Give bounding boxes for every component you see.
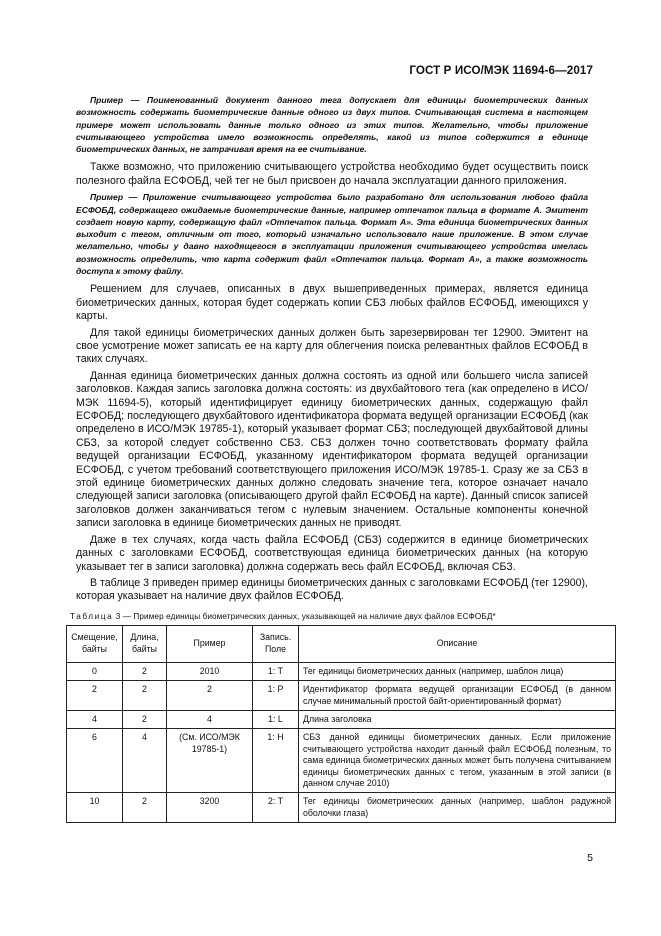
paragraph-1: Также возможно, что приложению считывающего устройства необходимо будет осуществить поиск полезного файла ЕСФОБД, чей тег не был присвоен до начала эксплуатации данного приложения. [76, 161, 588, 187]
page-number: 5 [587, 852, 593, 864]
cell-offset: 6 [67, 729, 123, 793]
cell-description: Идентификатор формата ведущей организации ЕСФОБД (в данном случае минимальный простой байт-ориентированный формат) [299, 681, 616, 711]
paragraph-5: Даже в тех случаях, когда часть файла ЕСФОБД (СБЗ) содержится в единице биометрических данных с заголовками ЕСФОБД, соответствующая единица биометрических данных (на которую указывает тег в записи заголовка) должна содержать весь файл ЕСФОБД, включая СБЗ. [76, 533, 588, 573]
cell-example: 4 [167, 710, 253, 728]
cell-description: Тег единицы биометрических данных (например, шаблон лица) [299, 662, 616, 680]
example-table [66, 625, 616, 823]
header-length: Длина, байты [123, 625, 167, 662]
cell-length: 4 [123, 729, 167, 793]
cell-offset: 4 [67, 710, 123, 728]
table-row [67, 710, 616, 728]
table-row [67, 662, 616, 680]
example-note-1: Пример — Поименованный документ данного тега допускает для единицы биометрических данных возможность содержать биометрические данные одного из двух типов. Считывающая система в настоящем примере может использовать данные только одного из этих типов. Желательно, чтобы приложение считывающего устройства имело возможность определять, какой из типов содержится в единице биометрических данных, не затрачивая время на ее считывание. [76, 95, 588, 155]
cell-length: 2 [123, 662, 167, 680]
example-note-2: Пример — Приложение считывающего устройства было разработано для использования любого файла ЕСФОБД, содержащего ожидаемые биометрические данные, например отпечаток пальца в формате А. Эмитент создает новую карту, содержащую файл «Отпечаток пальца. Формат А». Эта единица биометрических данных выходит с тегом, отличным от того, который изначально использовало наше приложение. В этом случае желательно, чтобы у давно находящегося в эксплуатации приложения считывающего устройства имелась возможность определить, что карта содержит файл «Отпечаток пальца. Формат А», а также возможность доступа к этому файлу. [76, 192, 588, 277]
cell-example: 2010 [167, 662, 253, 680]
cell-record-field: 1: P [253, 681, 299, 711]
table-caption-label: Таблица [70, 611, 114, 621]
standard-header: ГОСТ Р ИСО/МЭК 11694-6—2017 [409, 64, 593, 77]
cell-example: 2 [167, 681, 253, 711]
table-header-row [67, 625, 616, 662]
cell-record-field: 1: L [253, 710, 299, 728]
cell-record-field: 1: H [253, 729, 299, 793]
header-description: Описание [299, 625, 616, 662]
cell-offset: 0 [67, 662, 123, 680]
table-caption [70, 612, 588, 621]
table-row [67, 681, 616, 711]
cell-length: 2 [123, 710, 167, 728]
header-example: Пример [167, 625, 253, 662]
table-row [67, 729, 616, 793]
table-caption-text: 3 — Пример единицы биометрических данных, указывающей на наличие двух файлов ЕСФОБД* [115, 611, 496, 621]
cell-record-field: 2: T [253, 793, 299, 823]
cell-description: СБЗ данной единицы биометрических данных. Если приложение считывающего устройства находит данный файл ЕСФОБД полезным, то сама единица биометрических данных может быть получена считыванием единицы биометрических данных с тегом, указанным в этой записи (в данном случае 2010) [299, 729, 616, 793]
main-content [70, 94, 611, 823]
cell-example: 3200 [167, 793, 253, 823]
cell-offset: 10 [67, 793, 123, 823]
paragraph-2: Решением для случаев, описанных в двух вышеприведенных примерах, является единица биометрических данных, которая будет содержать копии СБЗ любых файлов ЕСФОБД, имеющихся у карты. [76, 283, 588, 323]
paragraph-4: Данная единица биометрических данных должна состоять из одной или большего числа записей заголовков. Каждая запись заголовка должна состоять: из двухбайтового тега (как определено в ИСО/МЭК 11694-5), который идентифицирует единицу биометрических данных, содержащую файл ЕСФОБД; последующего двухбайтового идентификатора формата ведущей организации ЕСФОБД (как определено в ИСО/МЭК 19785-1), который указывает формат СБЗ; последующей двухбайтовой длины СБЗ, за которой следует собственно СБЗ. СБЗ должен точно соответствовать формату файла ведущей организации ЕСФОБД, указанному идентификатором формата ведущей организации ЕСФОБД, с учетом требований соответствующего приложения ИСО/МЭК 19785-1. Сразу же за СБЗ в этой единице биометрических данных должно следовать значение тега, которое означает начало следующей записи заголовка (описывающего другой файл ЕСФОБД на карте). Данный список записей заголовков должен заканчиваться тегом с нулевым значением. Остальные компоненты конечной записи заголовка в единице биометрических данных не приводят. [76, 369, 588, 530]
cell-record-field: 1: T [253, 662, 299, 680]
paragraph-3: Для такой единицы биометрических данных должен быть зарезервирован тег 12900. Эмитент на свое усмотрение может записать ее на карту для облегчения поиска релевантных файлов ЕСФОБД в таких случаях. [76, 326, 588, 366]
cell-offset: 2 [67, 681, 123, 711]
header-offset: Смещение, байты [67, 625, 123, 662]
cell-length: 2 [123, 681, 167, 711]
paragraph-6: В таблице 3 приведен пример единицы биометрических данных с заголовками ЕСФОБД (тег 12900), которая указывает на наличие двух файлов ЕСФОБД. [76, 576, 588, 603]
header-record-field: Запись. Поле [253, 625, 299, 662]
cell-description: Тег единицы биометрических данных (например, шаблон радужной оболочки глаза) [299, 793, 616, 823]
table-row [67, 793, 616, 823]
cell-length: 2 [123, 793, 167, 823]
cell-example: (См. ИСО/МЭК 19785-1) [167, 729, 253, 793]
cell-description: Длина заголовка [299, 710, 616, 728]
